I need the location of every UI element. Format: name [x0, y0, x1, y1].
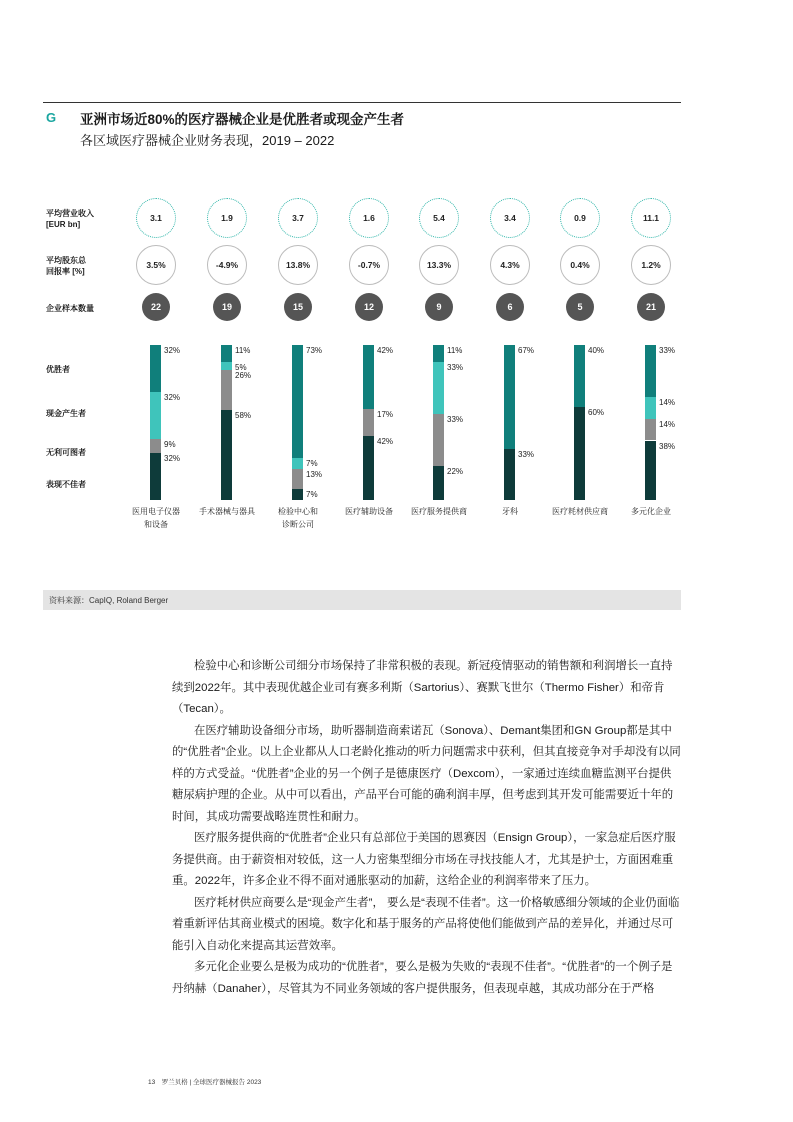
bar-label-norm: 33% — [447, 414, 464, 424]
category-label — [540, 505, 620, 518]
bar-segment-cash — [433, 362, 444, 414]
category-label-line: 多元化企业 — [631, 507, 671, 516]
bar-label-poor: 7% — [306, 490, 318, 500]
tsr-circle: 1.2% — [631, 245, 671, 285]
bar-label-winner: 67% — [518, 346, 535, 355]
bar-label-winner: 73% — [306, 346, 323, 355]
bar-segment-norm — [221, 370, 232, 410]
sample-count-badge: 19 — [213, 293, 241, 321]
category-label-line: 医疗耗材供应商 — [552, 507, 608, 516]
tsr-circle: 4.3% — [490, 245, 530, 285]
page-footer: 13 罗兰贝格 | 全球医疗器械报告 2023 — [148, 1079, 262, 1086]
paragraph-1: 检验中心和诊断公司细分市场保持了非常积极的表现。新冠疫情驱动的销售额和利润增长一直持续到2022年。其中表现优越企业司有赛多利斯（Sartorius）、赛默飞世尔（Thermo Fisher）和帝肯（Tecan）。 — [172, 660, 673, 715]
category-label-line: 牙科 — [502, 507, 518, 516]
revenue-circle: 3.1 — [136, 198, 176, 238]
paragraph-2: 在医疗辅助设备细分市场，助听器制造商索诺瓦（Sonova）、Demant集团和GN Group都是其中的“优胜者”企业。以上企业都从人口老龄化推动的听力问题需求中获利，但其直接竞争对手却没有以同样的方式受益。“优胜者”企业的另一个例子是德康医疗（Dexcom），一家通过连续血糖监测平台提供糖尿病护理的企业。从中可以看出，产品平台可能的确利润丰厚，但考虑到其开发可能需要近十年的时间，其成功需要战略连贯性和耐力。 — [172, 724, 681, 823]
bar-segment-poor — [150, 453, 161, 500]
row-label-revenue-line2: [EUR bn] — [46, 220, 81, 229]
tsr-circle: 13.8% — [278, 245, 318, 285]
performance-chart — [0, 0, 793, 560]
category-label-line: 检验中心和 — [278, 507, 318, 516]
bar-segment-poor — [433, 466, 444, 500]
revenue-circle: 3.7 — [278, 198, 318, 238]
revenue-circle: 1.9 — [207, 198, 247, 238]
sample-count-badge: 5 — [566, 293, 594, 321]
bar-label-winner: 42% — [377, 346, 394, 355]
paragraph-5: 多元化企业要么是极为成功的“优胜者”，要么是极为失败的“表现不佳者”。“优胜者”的一个例子是丹纳赫（Danaher），尽管其为不同业务领域的客户提供服务，但表现卓越，其成功部分在于严格 — [172, 961, 673, 995]
bar-segment-norm — [433, 414, 444, 466]
body-text — [172, 656, 682, 1000]
figure-subtitle: 各区域医疗器械企业财务表现，2019 – 2022 — [80, 133, 335, 148]
bar-label-poor: 60% — [588, 408, 605, 417]
bar-label-poor: 58% — [235, 411, 252, 421]
category-label-line: 手术器械与器具 — [199, 507, 255, 516]
category-label-line: 医用电子仪器 — [132, 507, 180, 516]
bar-segment-norm — [363, 409, 374, 435]
category-label — [470, 505, 550, 518]
bar-label-winner: 33% — [659, 346, 676, 355]
revenue-circle: 11.1 — [631, 198, 671, 238]
sample-count-badge: 12 — [355, 293, 383, 321]
bar-segment-winner — [574, 345, 585, 407]
bar-segment-winner — [645, 345, 656, 397]
bar-segment-winner — [433, 345, 444, 362]
row-label-cash: 现金产生者 — [46, 409, 86, 418]
bar-label-winner: 11% — [235, 346, 251, 355]
bar-label-poor: 42% — [377, 436, 394, 446]
bar-segment-poor — [645, 441, 656, 500]
row-label-poor: 表现不佳者 — [46, 480, 86, 489]
bar-segment-cash — [150, 392, 161, 439]
bar-segment-norm — [292, 469, 303, 489]
bar-segment-poor — [292, 489, 303, 500]
bar-segment-poor — [363, 436, 374, 500]
revenue-circle: 0.9 — [560, 198, 600, 238]
category-label-line: 医疗服务提供商 — [411, 507, 467, 516]
sample-count-badge: 21 — [637, 293, 665, 321]
bar-segment-poor — [504, 449, 515, 500]
bar-label-poor: 22% — [447, 466, 464, 476]
bar-label-winner: 40% — [588, 346, 605, 355]
tsr-circle: 0.4% — [560, 245, 600, 285]
tsr-circle: 3.5% — [136, 245, 176, 285]
row-label-revenue-line1: 平均营业收入 — [46, 209, 94, 218]
row-label-tsr-line1: 平均股东总 — [46, 256, 86, 265]
tsr-circle: 13.3% — [419, 245, 459, 285]
revenue-circle: 1.6 — [349, 198, 389, 238]
bar-label-poor: 33% — [518, 449, 535, 459]
sample-count-badge: 15 — [284, 293, 312, 321]
bar-segment-poor — [221, 410, 232, 500]
revenue-circle: 5.4 — [419, 198, 459, 238]
source-text: 资料来源：CapIQ, Roland Berger — [49, 596, 169, 605]
paragraph-3: 医疗服务提供商的“优胜者”企业只有总部位于美国的恩赛因（Ensign Group），一家急症后医疗服务提供商。由于薪资相对较低，这一人力密集型细分市场在寻找技能人才，尤其是护士，方面困难重重。2022年，许多企业不得不面对通胀驱动的加薪，这给企业的利润率带来了压力。 — [172, 832, 676, 887]
bar-label-poor: 38% — [659, 441, 676, 451]
bar-label-norm: 14% — [659, 419, 676, 429]
bar-label-winner: 32% — [164, 346, 181, 355]
bar-segment-winner — [363, 345, 374, 409]
paragraph-4: 医疗耗材供应商要么是“现金产生者”， 要么是“表现不佳者”。这一价格敏感细分领域的企业仍面临着重新评估其商业模式的困境。数字化和基于服务的产品将使他们能做到产品的差异化，并通过尽可能引入自动化来提高其运营效率。 — [172, 896, 680, 952]
bar-label-cash: 7% — [306, 459, 318, 469]
bar-label-norm: 13% — [306, 470, 323, 479]
row-label-samples: 企业样本数量 — [46, 304, 94, 313]
bar-segment-norm — [645, 419, 656, 441]
bar-label-cash: 33% — [447, 363, 464, 373]
bar-segment-winner — [292, 345, 303, 458]
bar-label-norm: 17% — [377, 410, 394, 420]
bar-segment-cash — [645, 397, 656, 419]
bar-label-norm: 26% — [235, 370, 252, 380]
category-label — [187, 505, 267, 518]
category-label-line: 诊断公司 — [282, 520, 314, 529]
bar-segment-cash — [221, 362, 232, 370]
bar-segment-norm — [150, 439, 161, 452]
source-bar — [43, 590, 681, 610]
sample-count-badge: 9 — [425, 293, 453, 321]
sample-count-badge: 22 — [142, 293, 170, 321]
figure-letter: G — [46, 110, 57, 125]
bar-segment-winner — [221, 345, 232, 362]
row-label-norm: 无利可图者 — [46, 448, 86, 457]
bar-label-poor: 32% — [164, 453, 181, 463]
category-label — [116, 505, 196, 531]
bar-segment-cash — [292, 458, 303, 469]
bar-segment-poor — [574, 407, 585, 500]
bar-label-cash: 5% — [235, 363, 247, 373]
tsr-circle: -4.9% — [207, 245, 247, 285]
category-label — [399, 505, 479, 518]
tsr-circle: -0.7% — [349, 245, 389, 285]
figure-title: 亚洲市场近80%的医疗器械企业是优胜者或现金产生者 — [80, 112, 405, 127]
bar-label-cash: 32% — [164, 393, 181, 403]
row-label-winners: 优胜者 — [46, 365, 70, 374]
category-label — [611, 505, 691, 518]
bar-label-winner: 11% — [447, 346, 463, 355]
category-label — [258, 505, 338, 531]
sample-count-badge: 6 — [496, 293, 524, 321]
bar-segment-winner — [504, 345, 515, 449]
category-label — [329, 505, 409, 518]
row-label-tsr-line2: 回报率 [%] — [46, 267, 85, 276]
bar-label-cash: 14% — [659, 397, 676, 407]
bar-label-norm: 9% — [164, 440, 176, 450]
bar-segment-winner — [150, 345, 161, 392]
category-label-line: 和设备 — [144, 520, 168, 529]
revenue-circle: 3.4 — [490, 198, 530, 238]
category-label-line: 医疗辅助设备 — [345, 507, 393, 516]
